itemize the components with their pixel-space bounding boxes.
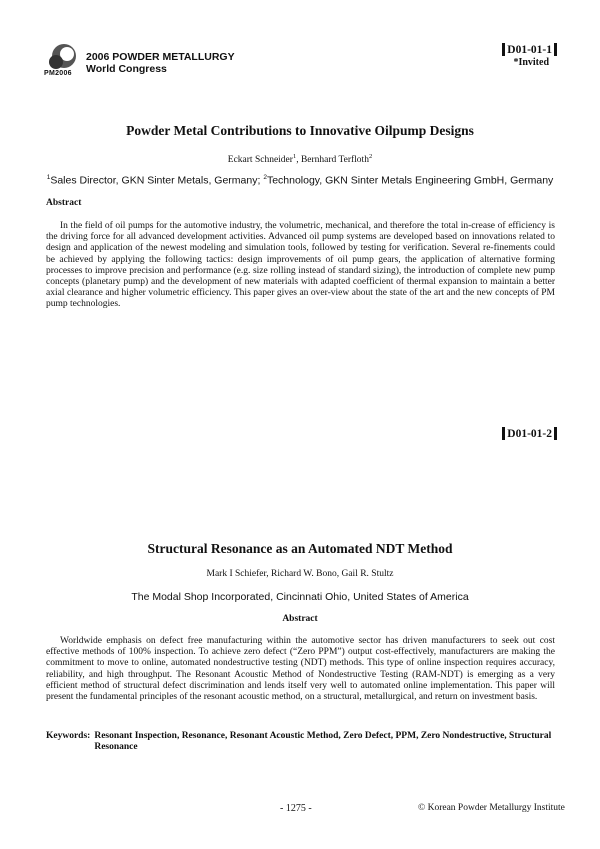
paper-code-2-text: D01-01-2 xyxy=(507,427,552,440)
paper-1-abstract-heading: Abstract xyxy=(46,198,82,208)
conference-line-1: 2006 POWDER METALLURGY xyxy=(86,51,235,63)
paper-2-abstract-text: Worldwide emphasis on defect free manufacturing within the automotive sector has driven manufacturers to seek out cost effective methods of 100% inspection. To achieve zero defect (“Zero PPM”) output cost-effectively, manufacturers are making the commitment to move to online, automated nondestructive testing (NDT) methods. This type of online inspection requires accuracy, reliability, and high throughput. The Resonant Acoustic Method of Nondestructive Testing (RAM-NDT) is emerging as a very efficient method of structural defect discrimination and lends itself very well to automated online implementation. This paper will present the fundamental principles of the resonant acoustic method, on a structural, metallurgical, and return on investment basis. xyxy=(46,636,555,703)
conference-title xyxy=(86,51,235,75)
code-bar-right xyxy=(554,427,557,440)
author-2-sup: 2 xyxy=(368,153,373,160)
code-bar-right xyxy=(554,43,557,56)
paper-code-1 xyxy=(502,43,557,56)
affil-part-2: Technology, GKN Sinter Metals Engineering GmbH, Germany xyxy=(266,174,554,187)
paper-2-affiliation: The Modal Shop Incorporated, Cincinnati Ohio, United States of America xyxy=(131,591,469,603)
code-bar-left xyxy=(502,427,505,440)
logo-mark: PM2006 xyxy=(44,70,72,77)
paper-2-title: Structural Resonance as an Automated NDT Method xyxy=(147,541,453,556)
invited-label: *Invited xyxy=(513,57,549,68)
paper-2-abstract-heading: Abstract xyxy=(282,614,318,624)
author-1-sup: 1 xyxy=(292,153,297,160)
affil-sup-1: 1 xyxy=(46,174,51,181)
paper-1-authors xyxy=(0,153,600,165)
paper-1-affiliation xyxy=(0,174,600,187)
paper-1-title: Powder Metal Contributions to Innovative Oilpump Designs xyxy=(126,123,474,138)
keywords-label: Keywords: xyxy=(46,731,91,741)
conference-line-2: World Congress xyxy=(86,63,167,75)
copyright-notice: © Korean Powder Metallurgy Institute xyxy=(418,803,565,813)
paper-1-abstract-text: In the field of oil pumps for the automotive industry, the volumetric, mechanical, and therefore the total in-crease of efficiency is the driving force for all advanced development activities. Advanced oil pump systems are developed based on innovations related to design and application of the newest modeling and simulation tools, followed by testing for verification. Several re-finements could be achieved by applying the following tactics: design improvements of oil pump gears, the application of alternative forming processes to improve precision and performance (e.g. size rolling instead of standard sizing), the introduction of complete new pump concepts (planetary pump) and the development of new materials with adapted coefficient of thermal expansion to maintain a better axial clearance and higher volumetric efficiency. This paper gives an over-view about the state of the art and the new concepts of PM pump technologies. xyxy=(46,221,555,310)
paper-code-2 xyxy=(502,427,557,440)
paper-2-authors: Mark I Schiefer, Richard W. Bono, Gail R. Stultz xyxy=(206,569,394,579)
author-2: , Bernhard Terfloth xyxy=(296,155,369,166)
paper-2-keywords xyxy=(46,731,555,753)
paper-code-1-text: D01-01-1 xyxy=(507,43,552,56)
code-bar-left xyxy=(502,43,505,56)
affil-part-1: Sales Director, GKN Sinter Metals, Germany; xyxy=(50,174,264,187)
page-number: - 1275 - xyxy=(280,803,312,814)
keywords-text: Resonant Inspection, Resonance, Resonant Acoustic Method, Zero Defect, PPM, Zero Nondestructive, Structural Resonance xyxy=(94,731,552,753)
author-1: Eckart Schneider xyxy=(227,155,293,166)
affil-sup-2: 2 xyxy=(263,174,267,181)
